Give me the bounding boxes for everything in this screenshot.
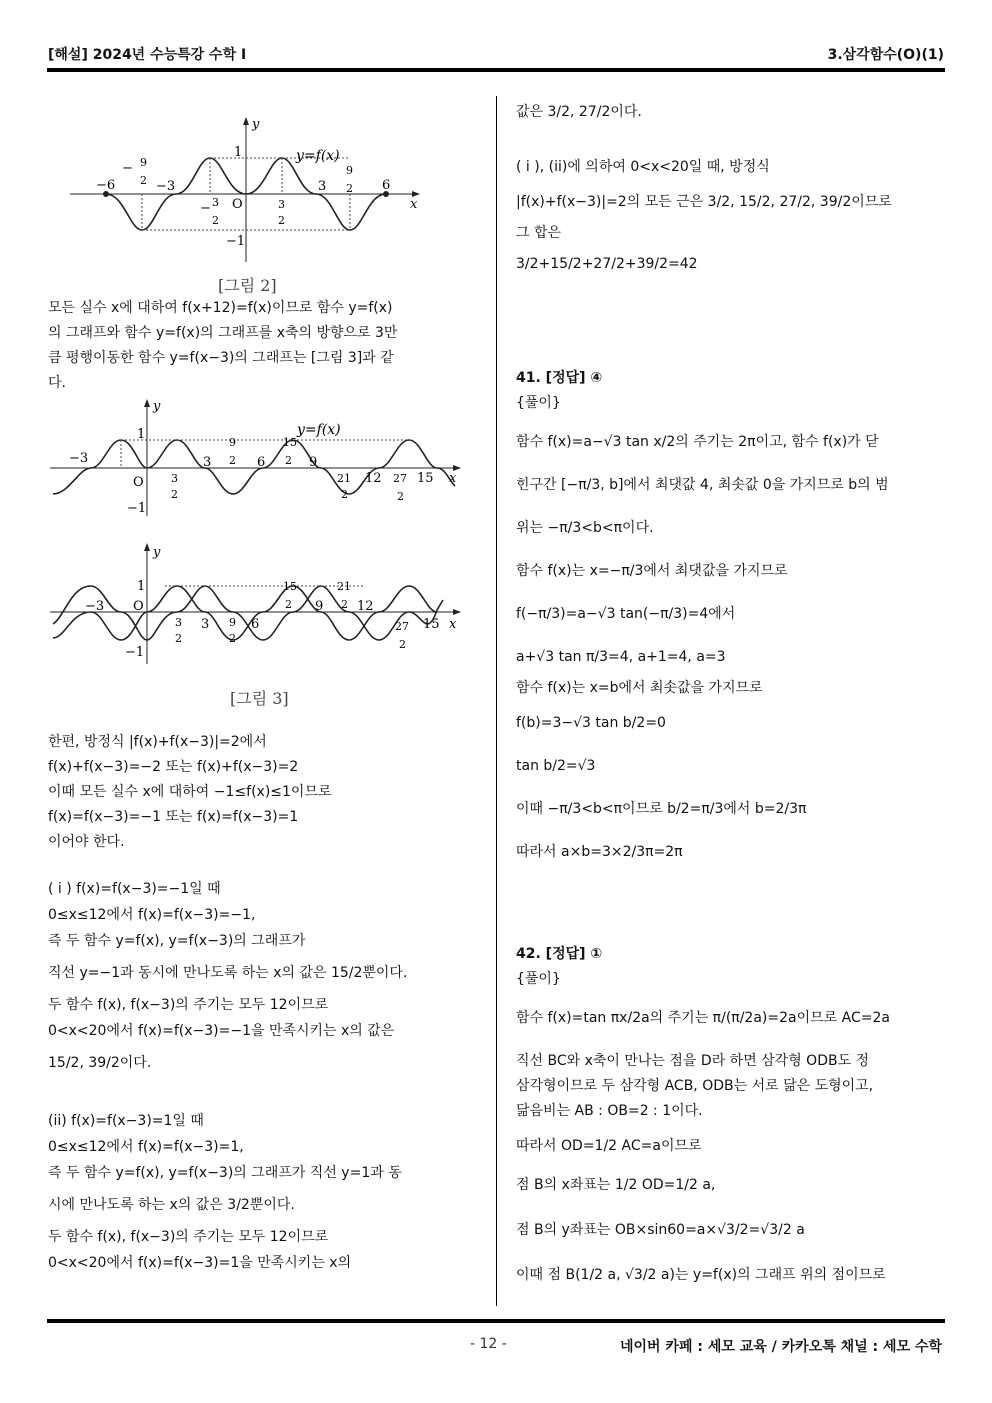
text-line: 직선 BC와 x축이 만나는 점을 D라 하면 삼각형 ODB도 정 <box>516 1053 870 1069</box>
figure-3-caption: [그림 3] <box>230 689 289 708</box>
text-line: 15/2, 39/2이다. <box>48 1055 152 1071</box>
text-line: 즉 두 함수 y=f(x), y=f(x−3)의 그래프가 직선 y=1과 동 <box>48 1165 402 1181</box>
figure-2-caption: [그림 2] <box>218 276 277 295</box>
svg-text:1: 1 <box>137 427 146 442</box>
header-rule <box>47 68 945 72</box>
svg-text:9: 9 <box>315 599 324 614</box>
header-title: [해설] 2024년 수능특강 수학 I <box>48 47 247 63</box>
text-line: 힌구간 [−π/3, b]에서 최댓값 4, 최솟값 0을 가지므로 b의 범 <box>516 477 889 493</box>
text-line: f(−π/3)=a−√3 tan(−π/3)=4에서 <box>516 606 736 622</box>
svg-text:2: 2 <box>229 454 236 467</box>
text-line: ( i ) f(x)=f(x−3)=−1일 때 <box>48 881 221 897</box>
svg-text:1: 1 <box>234 145 243 160</box>
text-line: 두 함수 f(x), f(x−3)의 주기는 모두 12이므로 <box>48 1229 329 1245</box>
svg-text:−3: −3 <box>69 451 89 466</box>
left-text-b <box>48 730 478 855</box>
svg-text:−3: −3 <box>85 599 105 614</box>
svg-text:2: 2 <box>212 214 219 227</box>
text-line: 그 합은 <box>516 225 562 241</box>
text-line: 큼 평행이동한 함수 y=f(x−3)의 그래프는 [그림 3]과 같 <box>48 350 394 366</box>
svg-text:x: x <box>449 471 457 486</box>
svg-text:9: 9 <box>229 616 236 629</box>
svg-text:x: x <box>449 617 457 632</box>
svg-text:3: 3 <box>278 198 285 211</box>
right-text-a <box>516 100 946 277</box>
svg-text:9: 9 <box>229 436 236 449</box>
svg-text:21: 21 <box>337 472 351 485</box>
text-line: 모든 실수 x에 대하여 f(x+12)=f(x)이므로 함수 y=f(x) <box>48 300 393 316</box>
svg-text:3: 3 <box>212 196 219 209</box>
svg-text:6: 6 <box>257 455 266 470</box>
figure-2-graph <box>60 112 430 272</box>
svg-text:6: 6 <box>251 617 260 632</box>
svg-text:−3: −3 <box>156 179 176 194</box>
svg-text:3: 3 <box>201 617 210 632</box>
svg-text:1: 1 <box>137 579 146 594</box>
header-section: 3.삼각함수(O)(1) <box>827 47 944 63</box>
svg-text:O: O <box>133 475 144 490</box>
text-line: 이때 모든 실수 x에 대하여 −1≤f(x)≤1이므로 <box>48 784 332 800</box>
right-text-42 <box>516 942 946 1288</box>
svg-text:12: 12 <box>357 599 374 614</box>
svg-text:12: 12 <box>365 471 382 486</box>
text-line: 0<x<20에서 f(x)=f(x−3)=−1을 만족시키는 x의 값은 <box>48 1023 395 1039</box>
answer-41-heading: 41. [정답] ④ <box>516 370 603 386</box>
text-line: 값은 3/2, 27/2이다. <box>516 104 642 120</box>
svg-text:9: 9 <box>346 164 353 177</box>
text-line: 0≤x≤12에서 f(x)=f(x−3)=−1, <box>48 907 256 923</box>
svg-text:2: 2 <box>285 598 292 611</box>
svg-text:y: y <box>252 117 260 132</box>
svg-text:2: 2 <box>397 490 404 503</box>
svg-text:21: 21 <box>337 580 351 593</box>
text-line: 한편, 방정식 |f(x)+f(x−3)|=2에서 <box>48 734 267 750</box>
svg-text:9: 9 <box>309 455 318 470</box>
svg-text:−1: −1 <box>127 501 147 516</box>
answer-42-heading: 42. [정답] ① <box>516 946 603 962</box>
svg-text:x: x <box>410 197 418 212</box>
text-line: 3/2+15/2+27/2+39/2=42 <box>516 256 698 272</box>
page-header <box>48 44 944 66</box>
page-number: - 12 - <box>470 1336 507 1352</box>
text-line: 함수 f(x)는 x=−π/3에서 최댓값을 가지므로 <box>516 563 788 579</box>
text-line: 시에 만나도록 하는 x의 값은 3/2뿐이다. <box>48 1197 295 1213</box>
text-line: 두 함수 f(x), f(x−3)의 주기는 모두 12이므로 <box>48 997 329 1013</box>
column-divider <box>496 96 497 1306</box>
svg-text:2: 2 <box>341 488 348 501</box>
svg-text:2: 2 <box>171 488 178 501</box>
text-line: 점 B의 y좌표는 OB×sin60=a×√3/2=√3/2 a <box>516 1222 805 1238</box>
svg-text:−: − <box>122 161 133 176</box>
text-line: 위는 −π/3<b<π이다. <box>516 520 654 536</box>
left-text-c <box>48 876 478 1076</box>
text-line: {풀이} <box>516 971 561 987</box>
svg-text:y: y <box>153 399 161 414</box>
text-line: 0≤x≤12에서 f(x)=f(x−3)=1, <box>48 1139 244 1155</box>
svg-text:3: 3 <box>171 472 178 485</box>
text-line: 닮음비는 AB : OB=2 : 1이다. <box>516 1103 703 1119</box>
svg-text:3: 3 <box>318 179 327 194</box>
footer-rule <box>47 1319 945 1323</box>
text-line: 다. <box>48 375 66 391</box>
figure-3-graph <box>45 396 465 686</box>
svg-text:15: 15 <box>423 617 440 632</box>
text-line: 이때 −π/3<b<π이므로 b/2=π/3에서 b=2/3π <box>516 801 807 817</box>
right-text-41 <box>516 366 946 865</box>
svg-text:15: 15 <box>283 436 297 449</box>
svg-text:3: 3 <box>175 616 182 629</box>
svg-text:2: 2 <box>140 174 147 187</box>
svg-text:9: 9 <box>140 156 147 169</box>
svg-text:−6: −6 <box>96 178 116 193</box>
svg-text:y=f(x): y=f(x) <box>296 148 340 164</box>
svg-text:27: 27 <box>395 620 409 633</box>
text-line: f(x)+f(x−3)=−2 또는 f(x)+f(x−3)=2 <box>48 759 299 775</box>
text-line: 따라서 a×b=3×2/3π=2π <box>516 844 683 860</box>
text-line: {풀이} <box>516 395 561 411</box>
svg-text:−1: −1 <box>125 645 145 660</box>
svg-text:3: 3 <box>203 455 212 470</box>
svg-text:O: O <box>133 599 144 614</box>
text-line: tan b/2=√3 <box>516 758 596 774</box>
text-line: f(b)=3−√3 tan b/2=0 <box>516 715 666 731</box>
svg-text:2: 2 <box>229 632 236 645</box>
text-line: 함수 f(x)=a−√3 tan x/2의 주기는 2π이고, 함수 f(x)가 닫 <box>516 434 879 450</box>
svg-text:y=f(x): y=f(x) <box>297 422 341 438</box>
text-line: (ii) f(x)=f(x−3)=1일 때 <box>48 1113 204 1129</box>
svg-text:2: 2 <box>278 214 285 227</box>
svg-text:−: − <box>200 201 211 216</box>
svg-text:15: 15 <box>417 471 434 486</box>
svg-text:2: 2 <box>175 632 182 645</box>
text-line: 이어야 한다. <box>48 834 125 850</box>
svg-text:2: 2 <box>341 598 348 611</box>
svg-text:15: 15 <box>283 580 297 593</box>
text-line: 함수 f(x)는 x=b에서 최솟값을 가지므로 <box>516 680 763 696</box>
svg-text:y: y <box>153 545 161 560</box>
text-line: 의 그래프와 함수 y=f(x)의 그래프를 x축의 방향으로 3만 <box>48 325 398 341</box>
text-line: 0<x<20에서 f(x)=f(x−3)=1을 만족시키는 x의 <box>48 1255 352 1271</box>
left-text-d <box>48 1108 478 1276</box>
text-line: 삼각형이므로 두 삼각형 ACB, ODB는 서로 닮은 도형이고, <box>516 1078 874 1094</box>
svg-text:2: 2 <box>285 454 292 467</box>
text-line: 함수 f(x)=tan πx/2a의 주기는 π/(π/2a)=2a이므로 AC=2a <box>516 1010 890 1026</box>
svg-text:2: 2 <box>399 638 406 651</box>
text-line: |f(x)+f(x−3)|=2의 모든 근은 3/2, 15/2, 27/2, 39/2이므로 <box>516 194 892 210</box>
svg-text:O: O <box>232 197 243 212</box>
text-line: 따라서 OD=1/2 AC=a이므로 <box>516 1138 702 1154</box>
text-line: a+√3 tan π/3=4, a+1=4, a=3 <box>516 649 726 665</box>
svg-text:27: 27 <box>393 472 407 485</box>
svg-text:6: 6 <box>382 178 391 193</box>
svg-text:−1: −1 <box>226 234 246 249</box>
text-line: 점 B의 x좌표는 1/2 OD=1/2 a, <box>516 1177 716 1193</box>
text-line: 이때 점 B(1/2 a, √3/2 a)는 y=f(x)의 그래프 위의 점이므로 <box>516 1267 886 1283</box>
text-line: 직선 y=−1과 동시에 만나도록 하는 x의 값은 15/2뿐이다. <box>48 965 408 981</box>
text-line: f(x)=f(x−3)=−1 또는 f(x)=f(x−3)=1 <box>48 809 299 825</box>
left-text-a <box>48 296 478 396</box>
text-line: 즉 두 함수 y=f(x), y=f(x−3)의 그래프가 <box>48 933 306 949</box>
text-line: ( i ), (ii)에 의하여 0<x<20일 때, 방정식 <box>516 159 770 175</box>
svg-text:2: 2 <box>346 182 353 195</box>
footer-channel: 네이버 카페 : 세모 교육 / 카카오톡 채널 : 세모 수학 <box>619 1339 942 1355</box>
